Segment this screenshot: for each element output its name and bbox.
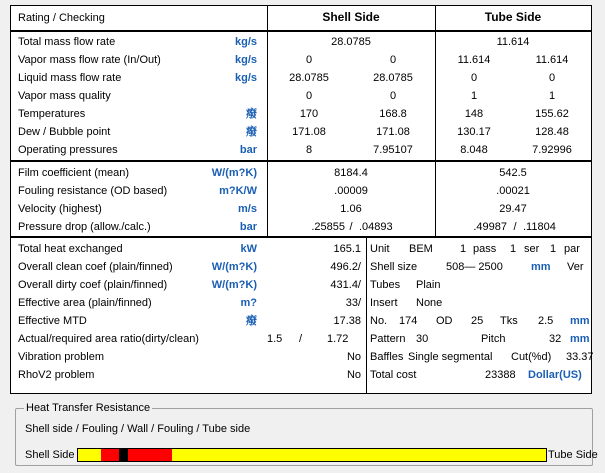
row-label: Film coefficient (mean) bbox=[18, 167, 130, 179]
row-label: Effective area (plain/finned) bbox=[18, 297, 152, 309]
total-cost-value: 23388 bbox=[485, 369, 516, 381]
tube-side-header: Tube Side bbox=[484, 10, 542, 24]
row-label: Total heat exchanged bbox=[18, 243, 123, 255]
shell-in-value: 170 bbox=[299, 108, 319, 120]
tube-value: 542.5 bbox=[499, 167, 527, 179]
htr-segment-fouling-shell bbox=[101, 449, 119, 461]
row-value: 33/ bbox=[345, 297, 361, 309]
ratio-sep: / bbox=[299, 333, 303, 345]
tube-out-value: 128.48 bbox=[535, 126, 569, 138]
shell-value: 28.0785 bbox=[331, 36, 371, 48]
pattern-value: 30 bbox=[416, 333, 429, 345]
tube-out-value: 11.614 bbox=[535, 54, 569, 66]
htr-segment-tube bbox=[172, 449, 546, 461]
htr-segment-fouling-tube bbox=[128, 449, 172, 461]
pattern-label: Pattern bbox=[370, 333, 406, 345]
row-label: Total mass flow rate bbox=[18, 36, 116, 48]
row-unit: 癈 bbox=[246, 126, 257, 138]
row-unit: W/(m?K) bbox=[211, 167, 257, 179]
shell-in-value: 8 bbox=[305, 144, 313, 156]
row-unit: 癈 bbox=[246, 108, 257, 120]
shell-value: .00009 bbox=[334, 185, 368, 197]
results-table bbox=[10, 5, 592, 394]
row-unit: m? bbox=[240, 297, 257, 309]
row-unit: m/s bbox=[238, 203, 257, 215]
row-label: Liquid mass flow rate bbox=[18, 72, 122, 84]
htr-title: Heat Transfer Resistance bbox=[26, 402, 151, 414]
row-unit: W/(m?K) bbox=[211, 279, 257, 291]
insert-value: None bbox=[416, 297, 443, 309]
shell-out-value: 168.8 bbox=[379, 108, 407, 120]
tube-in-value: 130.17 bbox=[457, 126, 491, 138]
row-label: Overall clean coef (plain/finned) bbox=[18, 261, 173, 273]
row-label: Vapor mass flow rate (In/Out) bbox=[18, 54, 161, 66]
total-cost-unit: Dollar(US) bbox=[528, 369, 582, 381]
shell-out-value: 7.95107 bbox=[373, 144, 413, 156]
shell-out-value: 0 bbox=[389, 54, 397, 66]
tks-value: 2.5 bbox=[538, 315, 554, 327]
htr-bar bbox=[77, 448, 547, 462]
shell-in-value: 0 bbox=[305, 90, 313, 102]
ser-label: ser bbox=[524, 243, 540, 255]
row-value: No bbox=[346, 369, 361, 381]
htr-left-label: Shell Side bbox=[25, 449, 75, 461]
row-unit: 癈 bbox=[246, 315, 257, 327]
tube-in-value: 11.614 bbox=[457, 54, 491, 66]
row-label: Effective MTD bbox=[18, 315, 87, 327]
row-unit: m?K/W bbox=[219, 185, 257, 197]
cut-label: Cut(%d) bbox=[511, 351, 552, 363]
shell-in-value: 171.08 bbox=[292, 126, 326, 138]
tube-in-value: 8.048 bbox=[460, 144, 488, 156]
row-label: Velocity (highest) bbox=[18, 203, 102, 215]
od-label: OD bbox=[436, 315, 453, 327]
tube-allowed-dp: .49987 bbox=[473, 221, 507, 233]
tube-out-value: 155.62 bbox=[535, 108, 569, 120]
row-label: Fouling resistance (OD based) bbox=[18, 185, 168, 197]
row-value: 165.1 bbox=[333, 243, 361, 255]
row-label: Dew / Bubble point bbox=[18, 126, 111, 138]
shell-dp-sep: / bbox=[349, 221, 353, 233]
shell-allowed-dp: .25855 bbox=[311, 221, 345, 233]
shell-value: 1.06 bbox=[340, 203, 362, 215]
row-label: Vapor mass quality bbox=[18, 90, 111, 102]
tubes-value: Plain bbox=[416, 279, 441, 291]
row-unit: kg/s bbox=[234, 72, 257, 84]
row-label: Temperatures bbox=[18, 108, 86, 120]
shell-out-value: 0 bbox=[389, 90, 397, 102]
shell-size-label: Shell size bbox=[370, 261, 418, 273]
shell-in-value: 0 bbox=[305, 54, 313, 66]
tube-value: .00021 bbox=[496, 185, 530, 197]
tube-out-value: 0 bbox=[548, 72, 556, 84]
total-cost-label: Total cost bbox=[370, 369, 417, 381]
baffles-value: Single segmental bbox=[408, 351, 493, 363]
tube-dp-sep: / bbox=[513, 221, 517, 233]
unit-value: BEM bbox=[409, 243, 433, 255]
unit-label: Unit bbox=[370, 243, 390, 255]
row-unit: kW bbox=[240, 243, 257, 255]
row-unit: kg/s bbox=[234, 36, 257, 48]
shell-side-header: Shell Side bbox=[322, 10, 380, 24]
tube-in-value: 1 bbox=[470, 90, 478, 102]
row-label: Vibration problem bbox=[18, 351, 105, 363]
row-label: Overall dirty coef (plain/finned) bbox=[18, 279, 168, 291]
row-label: Pressure drop (allow./calc.) bbox=[18, 221, 151, 233]
par-label: par bbox=[564, 243, 580, 255]
pitch-label: Pitch bbox=[481, 333, 506, 345]
tube-calc-dp: .11804 bbox=[523, 221, 556, 233]
table-title: Rating / Checking bbox=[18, 12, 105, 24]
htr-legend: Shell side / Fouling / Wall / Fouling / Tube side bbox=[25, 423, 251, 435]
row-label: Operating pressures bbox=[18, 144, 118, 156]
tks-unit: mm bbox=[570, 315, 590, 327]
par-count: 1 bbox=[550, 243, 557, 255]
row-value: 17.38 bbox=[333, 315, 361, 327]
row-value: No bbox=[346, 351, 361, 363]
insert-label: Insert bbox=[370, 297, 398, 309]
shell-out-value: 28.0785 bbox=[373, 72, 413, 84]
ser-count: 1 bbox=[510, 243, 517, 255]
tube-out-value: 7.92996 bbox=[532, 144, 572, 156]
tubes-label: Tubes bbox=[370, 279, 401, 291]
row-unit: kg/s bbox=[234, 54, 257, 66]
shell-calc-dp: .04893 bbox=[359, 221, 393, 233]
tube-count-value: 174 bbox=[399, 315, 418, 327]
htr-segment-wall bbox=[119, 449, 128, 461]
htr-right-label: Tube Side bbox=[548, 449, 598, 461]
shell-in-value: 28.0785 bbox=[289, 72, 329, 84]
row-unit: bar bbox=[239, 221, 257, 233]
od-value: 25 bbox=[471, 315, 484, 327]
shell-orientation: Ver bbox=[567, 261, 584, 273]
row-value: 496.2/ bbox=[330, 261, 361, 273]
pass-count: 1 bbox=[460, 243, 467, 255]
row-label: Actual/required area ratio(dirty/clean) bbox=[18, 333, 199, 345]
tube-in-value: 148 bbox=[464, 108, 484, 120]
tube-value: 11.614 bbox=[496, 36, 530, 48]
heat-transfer-resistance-group bbox=[15, 402, 598, 466]
row-value: 431.4/ bbox=[330, 279, 361, 291]
row-unit: W/(m?K) bbox=[211, 261, 257, 273]
pitch-unit: mm bbox=[570, 333, 590, 345]
tube-value: 29.47 bbox=[499, 203, 527, 215]
baffles-label: Baffles bbox=[370, 351, 404, 363]
pitch-value: 32 bbox=[549, 333, 562, 345]
row-label: RhoV2 problem bbox=[18, 369, 95, 381]
shell-value: 8184.4 bbox=[334, 167, 368, 179]
row-unit: bar bbox=[239, 144, 257, 156]
ratio-clean: 1.72 bbox=[327, 333, 349, 345]
shell-size-value: 508— 2500 bbox=[446, 261, 503, 273]
tube-out-value: 1 bbox=[548, 90, 556, 102]
shell-out-value: 171.08 bbox=[376, 126, 410, 138]
shell-size-unit: mm bbox=[531, 261, 551, 273]
tks-label: Tks bbox=[500, 315, 518, 327]
htr-segment-shell bbox=[78, 449, 101, 461]
ratio-dirty: 1.5 bbox=[267, 333, 283, 345]
cut-value: 33.37 bbox=[566, 351, 594, 363]
tube-in-value: 0 bbox=[470, 72, 478, 84]
tube-count-label: No. bbox=[370, 315, 388, 327]
pass-label: pass bbox=[473, 243, 497, 255]
